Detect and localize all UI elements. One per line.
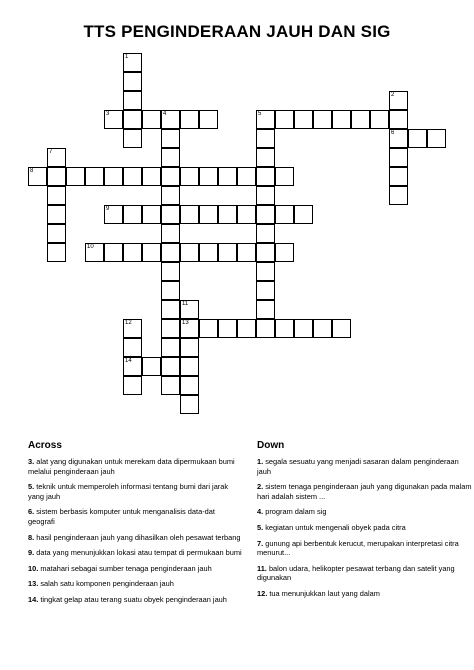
crossword-cell[interactable] [47, 167, 66, 186]
crossword-cell[interactable] [123, 129, 142, 148]
crossword-cell[interactable] [256, 262, 275, 281]
across-clue [28, 579, 243, 589]
crossword-cell[interactable] [256, 281, 275, 300]
crossword-cell[interactable] [294, 205, 313, 224]
crossword-cell[interactable] [389, 167, 408, 186]
crossword-cell[interactable] [85, 167, 104, 186]
crossword-cell[interactable] [237, 205, 256, 224]
down-clue [257, 539, 472, 558]
crossword-cell[interactable] [161, 167, 180, 186]
crossword-cell[interactable] [237, 243, 256, 262]
across-clue [28, 548, 243, 558]
crossword-cell[interactable] [104, 243, 123, 262]
crossword-cell[interactable] [199, 167, 218, 186]
crossword-cell[interactable] [142, 243, 161, 262]
down-clue [257, 482, 472, 501]
down-clue [257, 523, 472, 533]
crossword-cell[interactable] [275, 205, 294, 224]
crossword-cell[interactable] [389, 186, 408, 205]
crossword-cell[interactable] [408, 129, 427, 148]
crossword-cell[interactable] [313, 319, 332, 338]
crossword-cell[interactable] [142, 205, 161, 224]
crossword-cell[interactable] [142, 110, 161, 129]
crossword-cell[interactable] [142, 167, 161, 186]
crossword-cell[interactable] [123, 376, 142, 395]
crossword-cell[interactable] [199, 205, 218, 224]
crossword-cell[interactable] [180, 243, 199, 262]
down-clue [257, 457, 472, 476]
clue-number: 5. [257, 522, 264, 532]
down-heading: Down [257, 440, 285, 451]
crossword-cell[interactable] [199, 110, 218, 129]
crossword-cell[interactable] [66, 167, 85, 186]
crossword-cell[interactable] [161, 110, 180, 129]
crossword-cell[interactable] [123, 167, 142, 186]
crossword-cell[interactable] [218, 243, 237, 262]
down-clues [257, 440, 472, 605]
clue-number: 13. [28, 579, 39, 589]
crossword-cell[interactable] [199, 243, 218, 262]
cell-number: 10 [87, 244, 94, 250]
crossword-cell[interactable] [28, 167, 47, 186]
crossword-cell[interactable] [180, 395, 199, 414]
page-title: TTS PENGINDERAAN JAUH DAN SIG [83, 22, 391, 41]
clue-number: 14. [28, 594, 39, 604]
crossword-cell[interactable] [180, 319, 199, 338]
cell-number: 3 [106, 111, 110, 117]
clue-text: data yang menunjukkan lokasi atau tempat di permukaan bumi [36, 548, 242, 558]
cell-number: 9 [106, 206, 110, 212]
cell-number: 5 [258, 111, 262, 117]
crossword-cell[interactable] [47, 205, 66, 224]
crossword-cell[interactable] [161, 376, 180, 395]
crossword-cell[interactable] [47, 148, 66, 167]
crossword-cell[interactable] [180, 376, 199, 395]
crossword-cell[interactable] [294, 110, 313, 129]
clue-number: 7. [257, 538, 264, 548]
clue-text: teknik untuk memperoleh informasi tentang bumi dari jarak yang jauh [28, 482, 229, 501]
crossword-cell[interactable] [161, 338, 180, 357]
crossword-cell[interactable] [180, 300, 199, 319]
crossword-cell[interactable] [123, 72, 142, 91]
crossword-cell[interactable] [256, 186, 275, 205]
clue-text: segala sesuatu yang menjadi sasaran dalam penginderaan jauh [257, 457, 459, 476]
clue-number: 8. [28, 532, 35, 542]
crossword-cell[interactable] [123, 110, 142, 129]
crossword-cell[interactable] [104, 205, 123, 224]
crossword-cell[interactable] [275, 243, 294, 262]
crossword-cell[interactable] [275, 167, 294, 186]
cell-number: 2 [391, 92, 395, 98]
crossword-cell[interactable] [389, 148, 408, 167]
crossword-cell[interactable] [218, 205, 237, 224]
crossword-cell[interactable] [332, 319, 351, 338]
crossword-cell[interactable] [294, 319, 313, 338]
crossword-cell[interactable] [275, 110, 294, 129]
crossword-cell[interactable] [47, 224, 66, 243]
cell-number: 11 [182, 301, 189, 307]
cell-number: 8 [30, 168, 34, 174]
clue-text: hasil penginderaan jauh yang dihasilkan oleh pesawat terbang [36, 532, 241, 542]
crossword-cell[interactable] [256, 148, 275, 167]
clue-number: 4. [257, 507, 264, 517]
crossword-cell[interactable] [161, 224, 180, 243]
crossword-cell[interactable] [161, 129, 180, 148]
crossword-cell[interactable] [389, 110, 408, 129]
crossword-cell[interactable] [237, 167, 256, 186]
crossword-cell[interactable] [104, 167, 123, 186]
clue-text: tingkat gelap atau terang suatu obyek penginderaan jauh [40, 594, 227, 604]
clue-text: matahari sebagai sumber tenaga penginderaan jauh [40, 563, 212, 573]
clue-number: 5. [28, 482, 35, 492]
down-clue [257, 589, 472, 599]
crossword-cell[interactable] [180, 110, 199, 129]
across-clue [28, 482, 243, 501]
crossword-cell[interactable] [123, 357, 142, 376]
crossword-cell[interactable] [161, 262, 180, 281]
across-clue [28, 533, 243, 543]
crossword-cell[interactable] [427, 129, 446, 148]
clue-text: balon udara, helikopter pesawat terbang dan satelit yang digunakan [257, 563, 455, 583]
clue-number: 11. [257, 563, 267, 573]
crossword-cell[interactable] [370, 110, 389, 129]
clue-text: kegiatan untuk mengenali obyek pada citra [265, 522, 406, 532]
crossword-cell[interactable] [313, 110, 332, 129]
crossword-cell[interactable] [237, 319, 256, 338]
clue-number: 9. [28, 548, 35, 558]
crossword-cell[interactable] [161, 148, 180, 167]
crossword-cell[interactable] [123, 53, 142, 72]
crossword-cell[interactable] [218, 319, 237, 338]
clue-number: 2. [257, 482, 264, 492]
across-clue [28, 595, 243, 605]
crossword-cell[interactable] [180, 205, 199, 224]
crossword-cell[interactable] [123, 205, 142, 224]
clue-text: alat yang digunakan untuk merekam data dipermukaan bumi melalui penginderaan jauh [28, 457, 235, 476]
crossword-cell[interactable] [180, 167, 199, 186]
crossword-cell[interactable] [180, 357, 199, 376]
crossword-cell[interactable] [199, 319, 218, 338]
crossword-cell[interactable] [161, 281, 180, 300]
crossword-cell[interactable] [161, 243, 180, 262]
crossword-cell[interactable] [142, 357, 161, 376]
cell-number: 7 [49, 149, 53, 155]
across-clue [28, 507, 243, 526]
crossword-cell[interactable] [123, 338, 142, 357]
crossword-cell[interactable] [47, 186, 66, 205]
crossword-cell[interactable] [161, 186, 180, 205]
crossword-cell[interactable] [256, 224, 275, 243]
crossword-cell[interactable] [123, 319, 142, 338]
crossword-cell[interactable] [161, 300, 180, 319]
crossword-cell[interactable] [256, 110, 275, 129]
down-list [257, 457, 472, 599]
cell-number: 12 [125, 320, 132, 326]
clue-number: 12. [257, 588, 268, 598]
crossword-cell[interactable] [256, 243, 275, 262]
crossword-cell[interactable] [218, 167, 237, 186]
clue-text: gunung api berbentuk kerucut, merupakan interpretasi citra menurut... [257, 538, 459, 558]
across-clue [28, 457, 243, 476]
crossword-cell[interactable] [123, 91, 142, 110]
clue-text: sistem berbasis komputer untuk menganalisis data-dat geografi [28, 507, 215, 526]
crossword-cell[interactable] [256, 319, 275, 338]
crossword-cell[interactable] [389, 91, 408, 110]
cell-number: 14 [125, 358, 132, 364]
clue-text: program dalam sig [265, 507, 327, 517]
across-heading: Across [28, 440, 62, 451]
cell-number: 4 [163, 111, 167, 117]
across-list [28, 457, 243, 605]
clue-text: tua menunjukkan laut yang dalam [269, 588, 380, 598]
crossword-cell[interactable] [161, 205, 180, 224]
crossword-cell[interactable] [256, 205, 275, 224]
across-clue [28, 564, 243, 574]
clue-number: 1. [257, 457, 264, 466]
crossword-cell[interactable] [161, 357, 180, 376]
crossword-cell[interactable] [256, 300, 275, 319]
crossword-cell[interactable] [123, 243, 142, 262]
crossword-cell[interactable] [332, 110, 351, 129]
crossword-cell[interactable] [47, 243, 66, 262]
clue-number: 6. [28, 507, 35, 517]
clue-number: 3. [28, 457, 35, 466]
cell-number: 1 [125, 54, 129, 60]
down-clue [257, 564, 472, 583]
across-clues [28, 440, 243, 611]
crossword-cell[interactable] [104, 110, 123, 129]
crossword-cell[interactable] [180, 338, 199, 357]
crossword-cell[interactable] [351, 110, 370, 129]
cell-number: 13 [182, 320, 189, 326]
clue-text: sistem tenaga penginderaan jauh yang digunakan pada malam hari adalah sistem ... [257, 482, 472, 501]
crossword-cell[interactable] [256, 129, 275, 148]
clue-text: salah satu komponen penginderaan jauh [40, 579, 174, 589]
crossword-cell[interactable] [161, 319, 180, 338]
crossword-cell[interactable] [389, 129, 408, 148]
down-clue [257, 507, 472, 517]
crossword-cell[interactable] [85, 243, 104, 262]
crossword-cell[interactable] [275, 319, 294, 338]
crossword-cell[interactable] [256, 167, 275, 186]
cell-number: 6 [391, 130, 395, 136]
clue-number: 10. [28, 563, 39, 573]
